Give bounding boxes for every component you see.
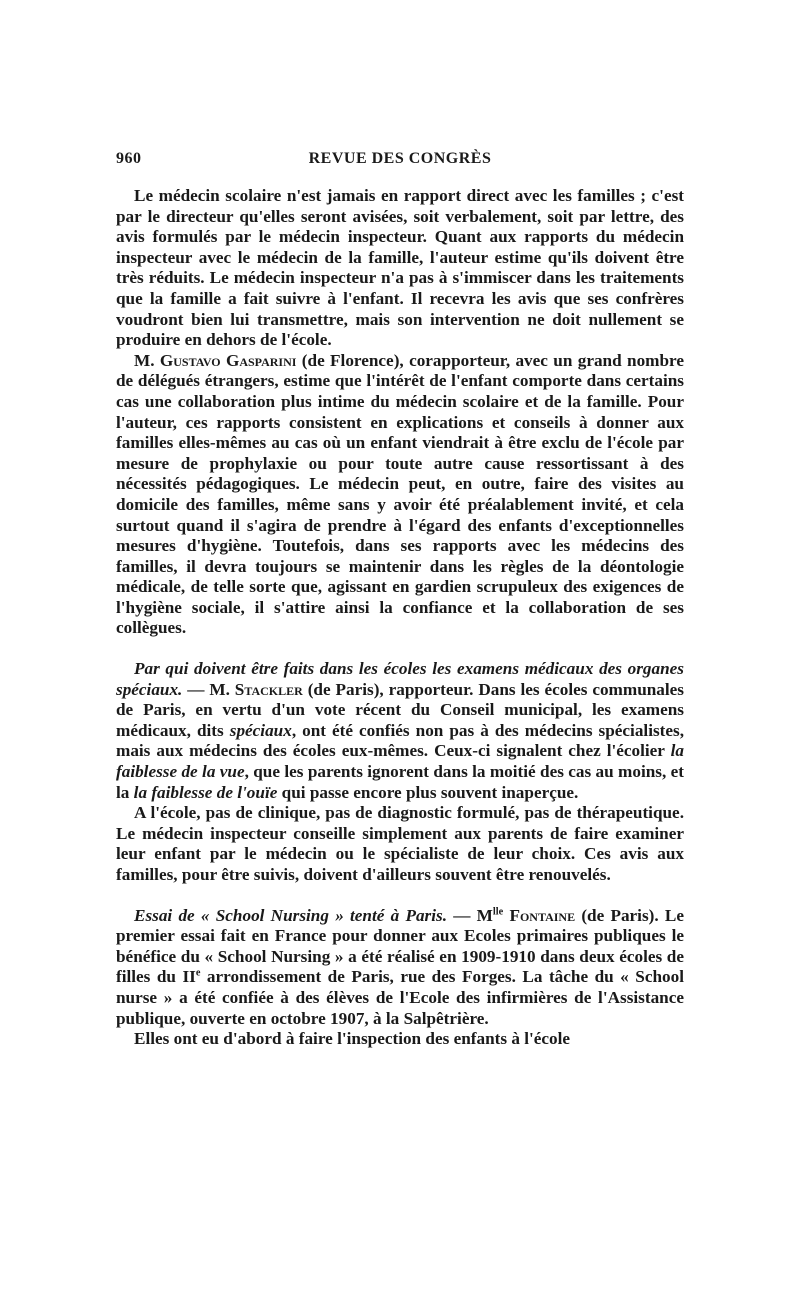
paragraph-5-text: arrondissement de Paris, rue des Forges. La tâche du « School nurse » a été confiée à des élèves de l'Ecole des infirmières de l'Assistance publique, ouverte en octobre 1907, à la Salpêtrière. (116, 967, 684, 1028)
section-heading: Essai de « School Nursing » tenté à Paris. (134, 905, 448, 925)
paragraph-3-text: , ont été confiés non pas à des médecins spécialistes, mais aux médecins des écoles eux-mêmes. Ceux-ci signalent chez l'écolier (116, 720, 685, 761)
page-number: 960 (116, 150, 142, 167)
paragraph-6: Elles ont eu d'abord à faire l'inspection des enfants à l'école (134, 1029, 571, 1049)
author-name: Fontaine (503, 905, 576, 925)
paragraph-5 (116, 906, 684, 1030)
body-text (116, 186, 684, 1050)
author-prefix: M. (134, 350, 160, 370)
paragraph-4: A l'école, pas de clinique, pas de diagnostic formulé, pas de thérapeutique. Le médecin inspecteur conseille simplement aux parents de faire examiner leur enfant par le médecin ou le spécialiste de leur choix. Ces avis aux familles, pour être suivis, doivent d'ailleurs souvent être renouvelés. (116, 803, 684, 884)
paragraph-2 (116, 351, 684, 639)
paragraph-5-text: (de Paris). Le premier essai fait en France pour donner aux Ecoles primaires publiques le bénéfice du « School Nursing » a été réalisé en 1909-1910 dans deux écoles de filles du II (116, 905, 684, 987)
running-title: REVUE DES CONGRÈS (308, 150, 492, 167)
paragraph-3-text: qui passe encore plus souvent inaperçue. (277, 782, 579, 802)
heading-dash: — M (447, 905, 493, 925)
paragraph-3-text: , que les parents ignorent dans la moitié des cas au moins, et la (116, 762, 684, 802)
author-name: Gustavo Gasparini (159, 350, 297, 370)
superscript: e (195, 967, 201, 979)
paragraph-3-text: (de Paris), rapporteur. Dans les écoles communales de Paris, en vertu d'un vote récent du Conseil municipal, les examens médicaux, dits (116, 679, 684, 740)
section-heading: Par qui doivent être faits dans les écoles les examens médicaux des organes spéciaux. (116, 659, 684, 699)
superscript: lle (492, 905, 504, 917)
paragraph-2-text: (de Florence), corapporteur, avec un grand nombre de délégués étrangers, estime que l'intérêt de l'enfant comporte dans certains cas une collaboration plus intime du médecin scolaire et de la famille. Pour l'auteur, ces rapports consistent en explications et conseils à donner aux familles elles-mêmes au cas où un enfant viendrait à être exclu de l'école par mesure de prophylaxie ou pour toute autre cause ressortissant à des nécessités pédagogiques. Le médecin peut, en outre, faire des visites au domicile des familles, même sans y avoir été préalablement invité, et cela surtout quand il s'agira de prendre à l'égard des enfants d'exceptionnelles mesures d'hygiène. Toutefois, dans ses rapports avec les médecins des familles, il devra toujours se maintenir dans les règles de la déontologie médicale, de telle sorte que, agissant en gardien scrupuleux des exigences de l'hygiène sociale, il s'attire ainsi la confiance et la collaboration de ses collègues. (116, 350, 685, 638)
emphasis: la faiblesse de l'ouïe (133, 782, 278, 802)
paragraph-3 (116, 659, 684, 803)
document-page (116, 150, 684, 1050)
heading-dash: — M. (182, 679, 235, 699)
emphasis: spéciaux (229, 720, 292, 740)
page-header (116, 150, 684, 176)
emphasis: la faiblesse de la vue (116, 741, 684, 782)
author-name: Stackler (234, 679, 303, 699)
paragraph-1: Le médecin scolaire n'est jamais en rapport direct avec les familles ; c'est par le directeur qu'elles seront avisées, soit verbalement, soit par lettre, des avis formulés par le médecin inspecteur. Quant aux rapports du médecin inspecteur avec le médecin de la famille, l'auteur estime qu'ils doivent être très réduits. Le médecin inspecteur n'a pas à s'immiscer dans les traitements que la famille a fait suivre à l'enfant. Il recevra les avis que ses confrères voudront bien lui transmettre, mais son intervention ne doit nullement se produire en dehors de l'école. (116, 186, 684, 350)
